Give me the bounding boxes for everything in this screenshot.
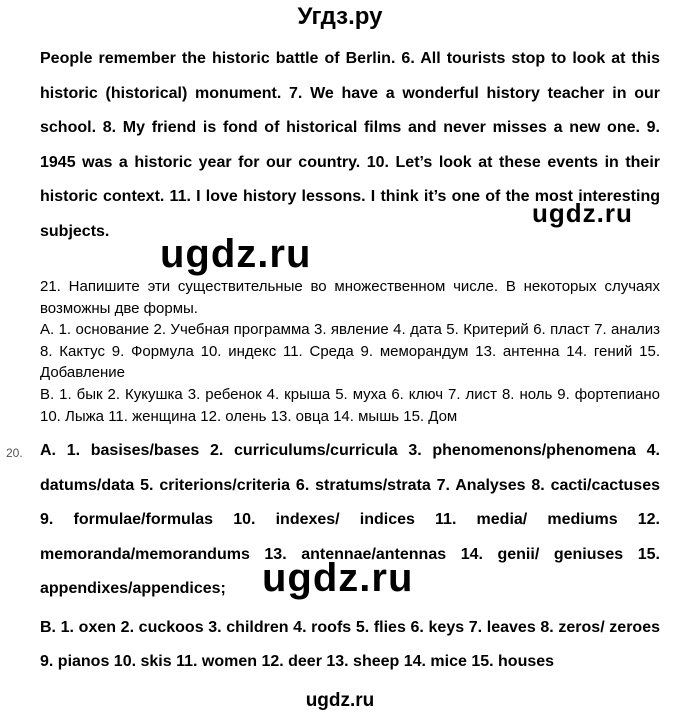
watermark-small: ugdz.ru bbox=[532, 198, 633, 228]
watermark-large: ugdz.ru bbox=[262, 556, 414, 600]
margin-number: 20. bbox=[6, 446, 23, 460]
watermark-large: ugdz.ru bbox=[160, 232, 312, 276]
answers-continued-text: People remember the historic battle of Berlin. 6. All tourists stop to look at this historic (historical) monument. 7. We have a wonderful history teacher in our school. 8. My friend is fond of historical films and never misses a new one. 9. 1945 was a historic year for our country. 10. Let’s look at these events in their historic context. 11. I love history lessons. I think it’s one of the most interesting subjects. bbox=[40, 50, 660, 240]
site-footer: ugdz.ru bbox=[305, 690, 375, 711]
exercise-part-a: А. 1. основание 2. Учебная программа 3. явление 4. дата 5. Критерий 6. пласт 7. анализ 8. Кактус 9. Формула 10. индекс 11. Среда 9. меморандум 13. антенна 14. гений 15. Добавление bbox=[40, 321, 660, 382]
site-header: Угдз.ру bbox=[297, 3, 383, 30]
exercise-part-b: В. 1. бык 2. Кукушка 3. ребенок 4. крыша 5. муха 6. ключ 7. лист 8. ноль 9. фортепиано 10. Лыжа 11. женщина 12. олень 13. овца 14. мышь 15. Дом bbox=[40, 385, 660, 425]
answer-part-a: A. 1. basises/bases 2. curriculums/curricula 3. phenomenons/phenomena 4. datums/data 5. criterions/criteria 6. stratums/strata 7. Analyses 8. cacti/cactuses 9. formulae/formulas 10. indexes/ indices 11. media/ mediums 12. memoranda/memorandums 13. antennae/antennas 14. genii/ geniuses 15. appendixes/appendices; bbox=[40, 442, 660, 597]
exercise-task: 21. Напишите эти существительные во множественном числе. В некоторых случаях возможны две формы. bbox=[40, 278, 660, 317]
exercise-text bbox=[40, 276, 660, 427]
answer-part-b: B. 1. oxen 2. cuckoos 3. children 4. roofs 5. flies 6. keys 7. leaves 8. zeros/ zeroes 9. pianos 10. skis 11. women 12. deer 13. sheep 14. mice 15. houses bbox=[40, 618, 660, 670]
